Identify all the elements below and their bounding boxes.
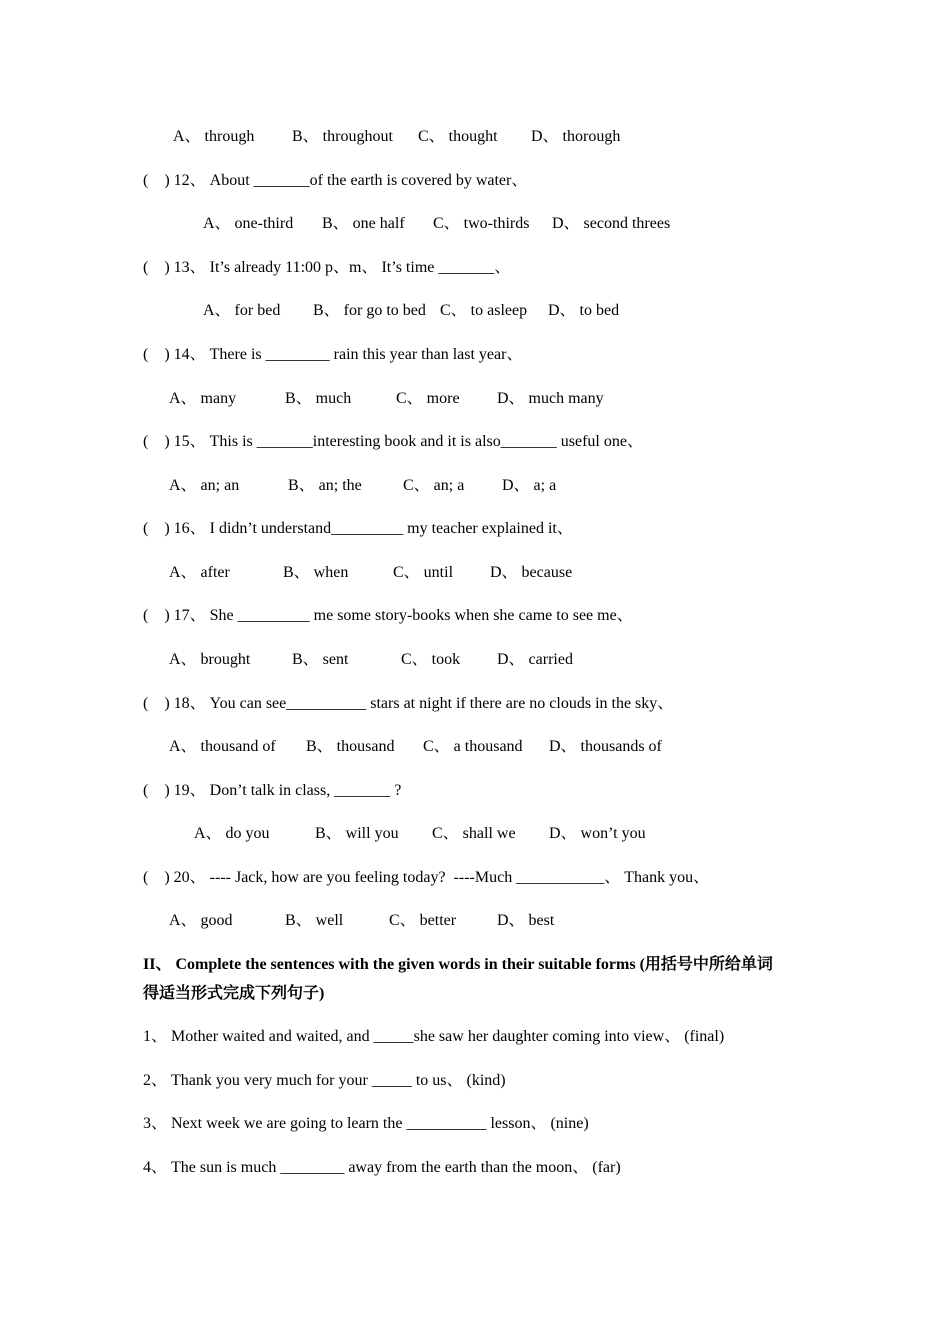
q11-option-c: C、 thought [418,128,498,145]
question-15-stem: ( ) 15、 This is _______interesting book and it is also_______ useful one、 [143,433,643,450]
section-2-heading-line-2: 得适当形式完成下列句子) [143,985,325,1002]
section-2-heading-line-1: II、 Complete the sentences with the given words in their suitable forms (用括号中所给单词 [143,956,773,973]
q15-option-d: D、 a; a [502,477,557,494]
q18-option-a: A、 thousand of [169,738,276,755]
q16-option-a: A、 after [169,564,230,581]
section-2-item-4: 4、 The sun is much ________ away from the earth than the moon、 (far) [143,1159,621,1176]
q18-option-b: B、 thousand [306,738,395,755]
question-17-stem: ( ) 17、 She _________ me some story-books when she came to see me、 [143,607,633,624]
q17-option-d: D、 carried [497,651,573,668]
q19-option-d: D、 won’t you [549,825,646,842]
q12-option-c: C、 two-thirds [433,215,530,232]
section-2-item-1: 1、 Mother waited and waited, and _____she saw her daughter coming into view、 (final) [143,1028,725,1045]
q13-option-a: A、 for bed [203,302,281,319]
q11-option-b: B、 throughout [292,128,393,145]
question-20-stem: ( ) 20、 ---- Jack, how are you feeling today? ----Much ___________、 Thank you、 [143,869,710,886]
q13-option-d: D、 to bed [548,302,620,319]
question-14-stem: ( ) 14、 There is ________ rain this year than last year、 [143,346,523,363]
question-12-stem: ( ) 12、 About _______of the earth is covered by water、 [143,172,528,189]
q14-option-a: A、 many [169,390,237,407]
q12-option-d: D、 second threes [552,215,671,232]
q20-option-d: D、 best [497,912,555,929]
q16-option-d: D、 because [490,564,573,581]
question-19-stem: ( ) 19、 Don’t talk in class, _______ ? [143,782,402,799]
q19-option-b: B、 will you [315,825,399,842]
q19-option-c: C、 shall we [432,825,516,842]
section-2-item-3: 3、 Next week we are going to learn the __________ lesson、 (nine) [143,1115,589,1132]
q15-option-c: C、 an; a [403,477,465,494]
q12-option-a: A、 one-third [203,215,294,232]
q20-option-a: A、 good [169,912,233,929]
q14-option-c: C、 more [396,390,460,407]
q14-option-d: D、 much many [497,390,604,407]
q20-option-b: B、 well [285,912,344,929]
q12-option-b: B、 one half [322,215,405,232]
question-16-stem: ( ) 16、 I didn’t understand_________ my teacher explained it、 [143,520,573,537]
q18-option-d: D、 thousands of [549,738,662,755]
q13-option-b: B、 for go to bed [313,302,426,319]
q15-option-a: A、 an; an [169,477,240,494]
q11-option-d: D、 thorough [531,128,621,145]
section-2-item-2: 2、 Thank you very much for your _____ to us、 (kind) [143,1072,506,1089]
q14-option-b: B、 much [285,390,352,407]
q19-option-a: A、 do you [194,825,270,842]
q20-option-c: C、 better [389,912,457,929]
q17-option-b: B、 sent [292,651,349,668]
q16-option-b: B、 when [283,564,349,581]
q16-option-c: C、 until [393,564,454,581]
q17-option-a: A、 brought [169,651,251,668]
q11-option-a: A、 through [173,128,255,145]
q15-option-b: B、 an; the [288,477,362,494]
q13-option-c: C、 to asleep [440,302,528,319]
question-18-stem: ( ) 18、 You can see__________ stars at night if there are no clouds in the sky、 [143,695,674,712]
q18-option-c: C、 a thousand [423,738,523,755]
q17-option-c: C、 took [401,651,461,668]
question-13-stem: ( ) 13、 It’s already 11:00 p、m、 It’s time _______、 [143,259,511,276]
